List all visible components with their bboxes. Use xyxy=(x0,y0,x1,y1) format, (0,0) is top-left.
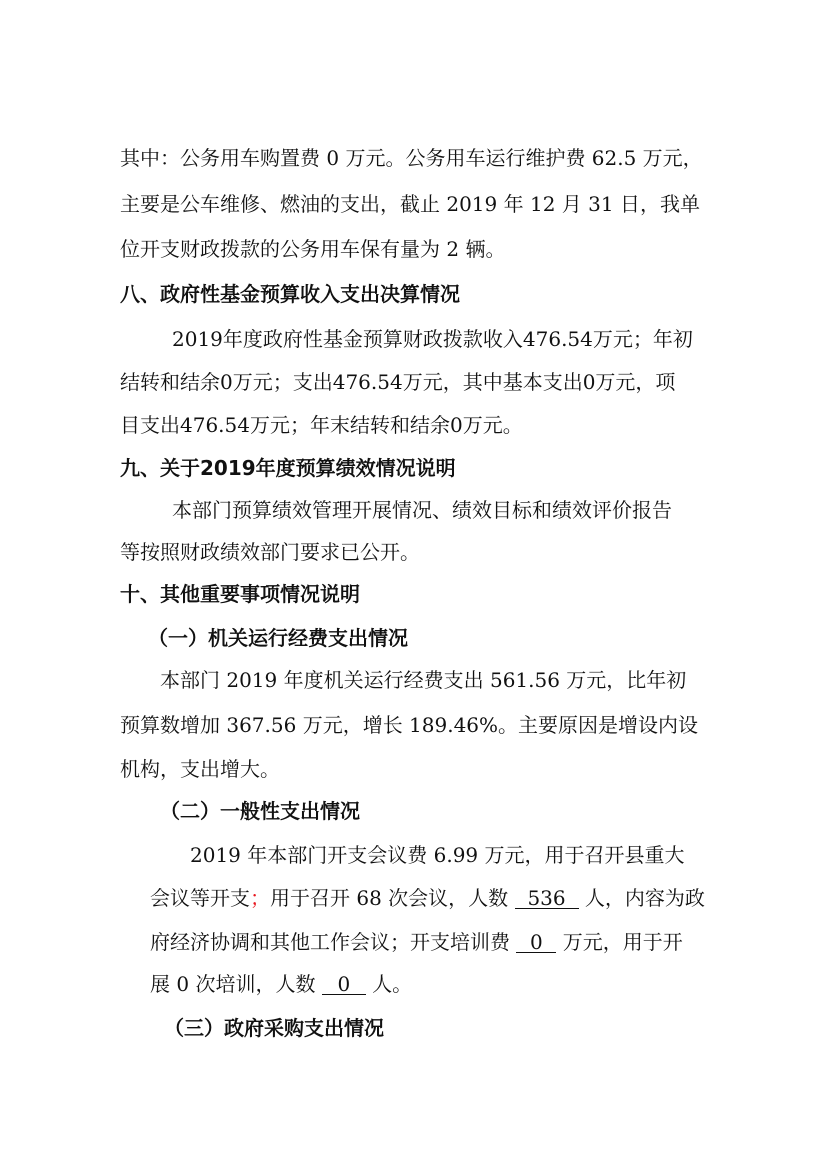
paragraph-line: 等按照财政绩效部门要求已公开。 xyxy=(120,540,420,564)
paragraph-line: 2019年度政府性基金预算财政拨款收入476.54万元；年初 xyxy=(172,327,693,351)
paragraph-line: 主要是公车维修、燃油的支出，截止 2019 年 12 月 31 日，我单 xyxy=(120,192,700,216)
paragraph-line: 府经济协调和其他工作会议；开支培训费 0 万元，用于开 xyxy=(150,930,683,954)
paragraph-line: 2019 年本部门开支会议费 6.99 万元，用于召开县重大 xyxy=(190,843,685,867)
subsection-heading-2: （二）一般性支出情况 xyxy=(160,799,360,823)
paragraph-line: 其中：公务用车购置费 0 万元。公务用车运行维护费 62.5 万元， xyxy=(120,146,703,170)
paragraph-line: 位开支财政拨款的公务用车保有量为 2 辆。 xyxy=(120,237,506,261)
underlined-value: 0 xyxy=(516,932,556,953)
underlined-value: 0 xyxy=(322,974,366,995)
paragraph-line: 展 0 次培训，人数 0 人。 xyxy=(150,972,413,996)
paragraph-line: 预算数增加 367.56 万元，增长 189.46%。主要原因是增设内设 xyxy=(120,713,699,737)
paragraph-line: 目支出476.54万元；年末结转和结余0万元。 xyxy=(120,413,523,437)
paragraph-line: 本部门预算绩效管理开展情况、绩效目标和绩效评价报告 xyxy=(172,498,672,522)
subsection-heading-3: （三）政府采购支出情况 xyxy=(164,1016,384,1040)
paragraph-line: 结转和结余0万元；支出476.54万元，其中基本支出0万元，项 xyxy=(120,370,676,394)
section-heading-10: 十、其他重要事项情况说明 xyxy=(120,582,360,606)
section-heading-9: 九、关于2019年度预算绩效情况说明 xyxy=(120,456,456,480)
paragraph-line: 会议等开支；用于召开 68 次会议，人数 536 人，内容为政 xyxy=(150,886,705,910)
underlined-value: 536 xyxy=(515,888,579,909)
red-semicolon: ； xyxy=(250,886,270,910)
paragraph-line: 机构，支出增大。 xyxy=(120,757,280,781)
subsection-heading-1: （一）机关运行经费支出情况 xyxy=(148,626,408,650)
paragraph-line: 本部门 2019 年度机关运行经费支出 561.56 万元，比年初 xyxy=(160,668,687,692)
section-heading-8: 八、政府性基金预算收入支出决算情况 xyxy=(120,282,460,306)
